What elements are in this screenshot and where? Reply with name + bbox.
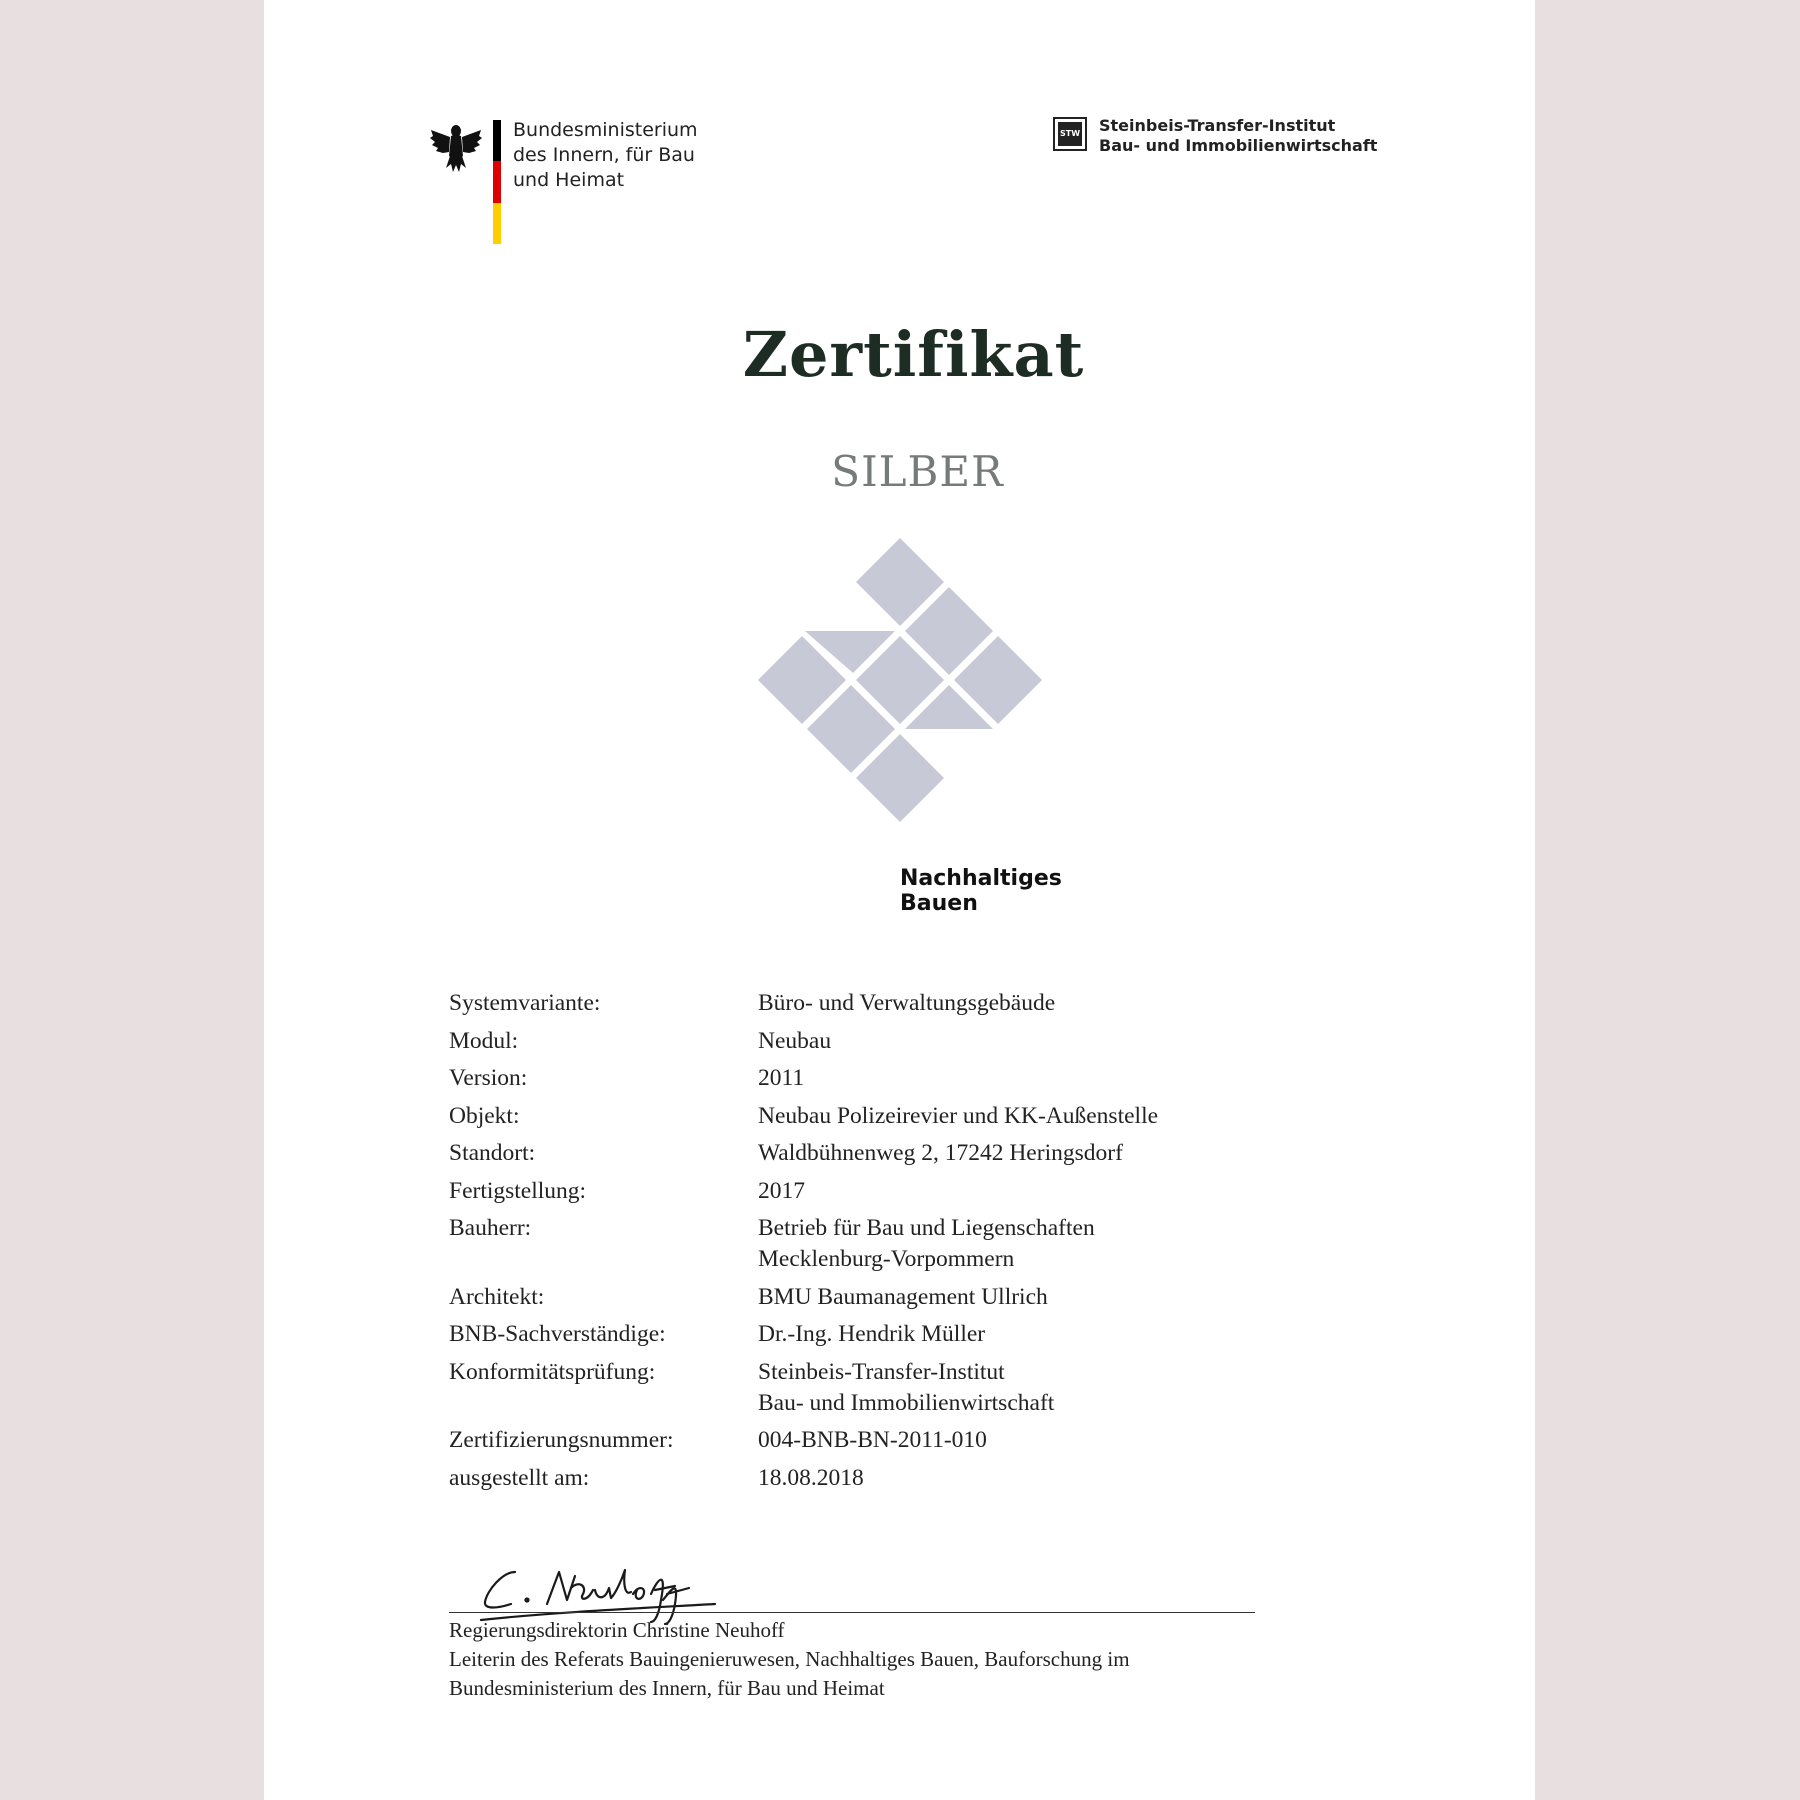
detail-value xyxy=(758,1357,1054,1419)
institute-line-2: Bau- und Immobilienwirtschaft xyxy=(1099,136,1378,155)
certificate-details xyxy=(449,988,1158,1500)
detail-row xyxy=(449,1319,1158,1350)
federal-eagle-icon xyxy=(429,122,483,174)
signature-line xyxy=(449,1612,1255,1613)
detail-key: Version: xyxy=(449,1065,528,1091)
certificate-level: SILBER xyxy=(831,447,1004,496)
detail-value-line: BMU Baumanagement Ullrich xyxy=(758,1283,1048,1310)
detail-value xyxy=(758,1319,985,1350)
ministry-line-3: und Heimat xyxy=(513,169,625,191)
detail-value xyxy=(758,1463,864,1494)
detail-value-line: Mecklenburg-Vorpommern xyxy=(758,1246,1015,1272)
detail-value xyxy=(758,1425,987,1456)
certificate-title: Zertifikat xyxy=(742,318,1085,391)
detail-value-line: Dr.-Ing. Hendrik Müller xyxy=(758,1321,986,1347)
detail-value xyxy=(758,1063,804,1094)
detail-value xyxy=(758,1101,1158,1132)
detail-row xyxy=(449,1213,1158,1275)
detail-value-line: Neubau Polizeirevier und KK-Außenstelle xyxy=(758,1102,1159,1129)
detail-row xyxy=(449,1463,1158,1494)
detail-value-line: 2017 xyxy=(758,1177,805,1204)
detail-value xyxy=(758,1213,1095,1275)
detail-key: Zertifizierungsnummer: xyxy=(449,1427,674,1453)
detail-key: Bauherr: xyxy=(449,1215,532,1241)
institute-name xyxy=(1099,116,1399,156)
detail-value xyxy=(758,1176,805,1207)
detail-value-line: Neubau xyxy=(758,1027,832,1054)
detail-row xyxy=(449,1176,1158,1207)
signer-organization: Bundesministerium des Innern, für Bau und Heimat xyxy=(449,1676,885,1700)
detail-row xyxy=(449,1101,1158,1132)
detail-value-line: Betrieb für Bau und Liegenschaften xyxy=(758,1215,1095,1241)
detail-key: Fertigstellung: xyxy=(449,1177,587,1204)
flag-stripe-gold xyxy=(493,203,501,244)
flag-bar xyxy=(493,120,501,244)
detail-value xyxy=(758,1026,831,1057)
bnb-label xyxy=(900,866,1062,916)
detail-value-line: 004-BNB-BN-2011-010 xyxy=(758,1427,987,1453)
certificate-page xyxy=(264,0,1535,1800)
detail-key: Architekt: xyxy=(449,1283,545,1310)
detail-key: Objekt: xyxy=(449,1102,520,1129)
flag-stripe-black xyxy=(493,120,501,161)
detail-value-line: Steinbeis-Transfer-Institut xyxy=(758,1358,1005,1385)
detail-row xyxy=(449,1357,1158,1419)
flag-stripe-red xyxy=(493,161,501,202)
detail-key: Standort: xyxy=(449,1140,536,1166)
detail-row xyxy=(449,1063,1158,1094)
detail-key: Konformitätsprüfung: xyxy=(449,1358,656,1385)
detail-row xyxy=(449,1138,1158,1169)
detail-key: Systemvariante: xyxy=(449,990,601,1016)
signer-block xyxy=(449,1616,1130,1703)
signer-name: Regierungsdirektorin Christine Neuhoff xyxy=(449,1618,785,1642)
ministry-name xyxy=(513,118,773,193)
stw-icon xyxy=(1053,117,1087,151)
detail-value xyxy=(758,1138,1123,1169)
detail-value xyxy=(758,988,1055,1019)
signer-role: Leiterin des Referats Bauingenieruwesen, Nachhaltiges Bauen, Bauforschung im xyxy=(449,1647,1130,1671)
detail-key: Modul: xyxy=(449,1027,519,1054)
bnb-logo-mark xyxy=(756,530,1056,830)
bnb-label-line-1: Nachhaltiges xyxy=(900,866,1062,891)
detail-key: ausgestellt am: xyxy=(449,1464,590,1491)
bnb-label-line-2: Bauen xyxy=(900,891,978,916)
detail-value-line: Bau- und Immobilienwirtschaft xyxy=(758,1389,1055,1416)
stw-icon-text: STW xyxy=(1058,122,1082,146)
detail-value-line: Waldbühnenweg 2, 17242 Heringsdorf xyxy=(758,1140,1123,1166)
detail-row xyxy=(449,1425,1158,1456)
detail-row xyxy=(449,1026,1158,1057)
detail-value-line: 2011 xyxy=(758,1065,805,1091)
ministry-line-1: Bundesministerium xyxy=(513,119,698,141)
institute-line-1: Steinbeis-Transfer-Institut xyxy=(1099,116,1336,135)
detail-value-line: Büro- und Verwaltungsgebäude xyxy=(758,990,1056,1016)
detail-key: BNB-Sachverständige: xyxy=(449,1321,666,1347)
detail-row xyxy=(449,988,1158,1019)
detail-row xyxy=(449,1282,1158,1313)
detail-value-line: 18.08.2018 xyxy=(758,1464,864,1491)
detail-value xyxy=(758,1282,1048,1313)
ministry-line-2: des Innern, für Bau xyxy=(513,144,695,166)
